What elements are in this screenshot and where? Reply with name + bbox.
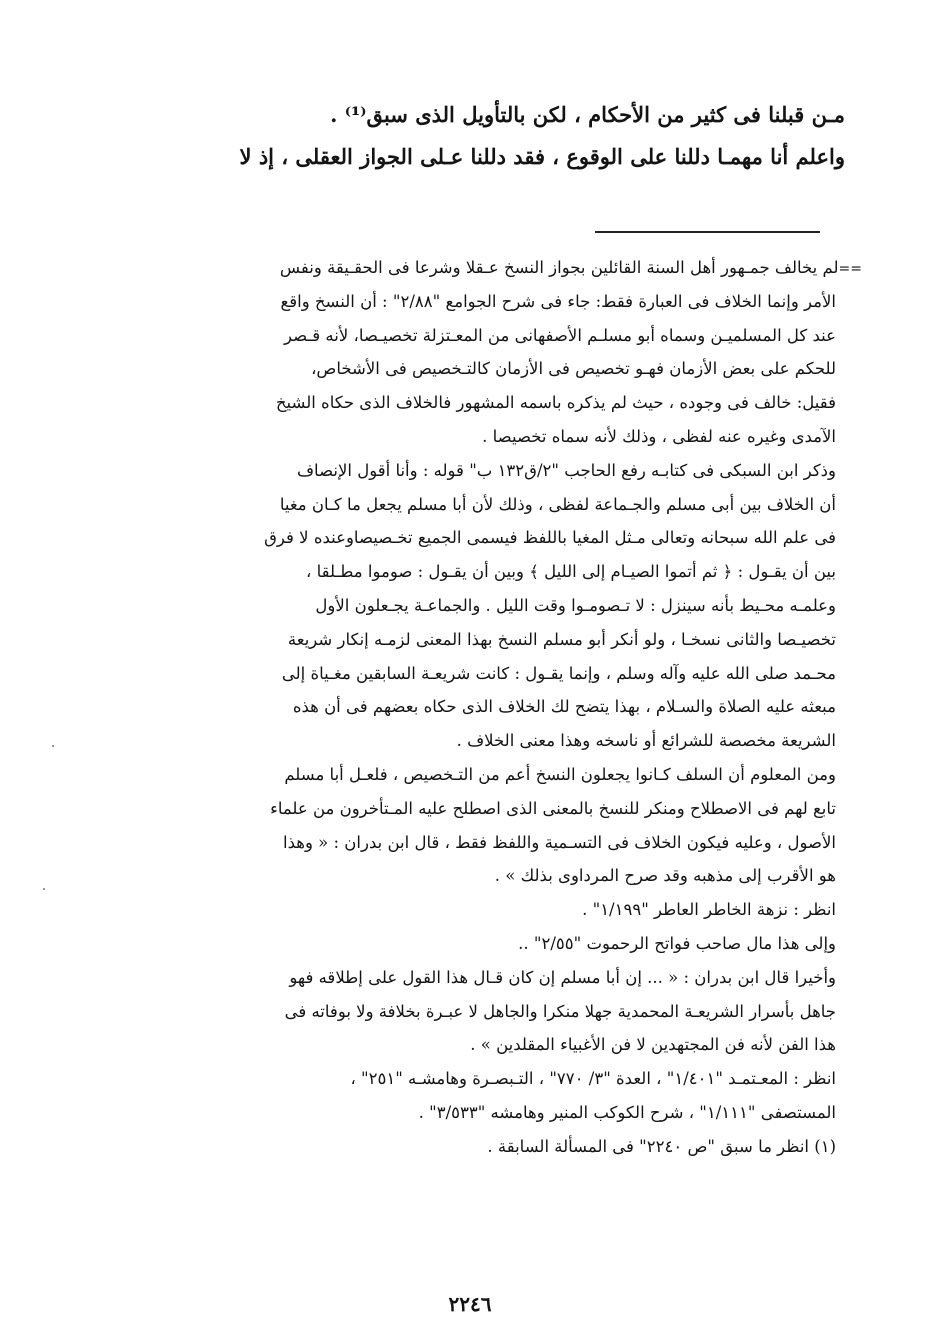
footnote-divider bbox=[595, 231, 820, 233]
footnote-line: هو الأقرب إلى مذهبه وقد صرح المرداوى بذلك » . bbox=[494, 866, 836, 886]
footnote-line: الشريعة مخصصة للشرائع أو ناسخه وهذا معنى الخلاف . bbox=[456, 731, 836, 751]
footnote-line: الأمر وإنما الخلاف فى العبارة فقط: جاء فى شرح الجوامع "٢/٨٨" : أن النسخ واقع bbox=[280, 291, 836, 311]
page-number: ٢٢٤٦ bbox=[448, 1292, 492, 1316]
footnote-line: وذكر ابن السبكى فى كتابـه رفع الحاجب "٢/ق١٣٢ ب" قوله : وأنا أقول الإنصاف bbox=[296, 460, 836, 480]
footnote-line: مبعثه عليه الصلاة والسـلام ، بهذا يتضح لك الخلاف الذى حكاه بعضهم فى أن هذه bbox=[292, 697, 836, 717]
footnote-line: جاهل بأسرار الشريعـة المحمدية جهلا منكرا والجاهل لا عبـرة بخلافة ولا بوفاته فى bbox=[284, 1001, 836, 1021]
footnote-line: وأخيرا قال ابن بدران : « ... إن أبا مسلم إن كان قـال هذا القول على إطلاقه فهو bbox=[289, 967, 836, 987]
footnote-line: الأصول ، وعليه فيكون الخلاف فى التسـمية واللفظ فقط ، قال ابن بدران : « وهذا bbox=[283, 832, 836, 852]
footnote-line: انظر : نزهة الخاطر العاطر "١/١٩٩" . bbox=[582, 900, 836, 920]
footnote-line: (١) انظر ما سبق "ص ٢٢٤٠" فى المسألة السابقة . bbox=[487, 1136, 836, 1156]
footnote-line: أن الخلاف بين أبى مسلم والجـماعة لفظى ، وذلك لأن أبا مسلم يجعل ما كـان مغيا bbox=[279, 494, 836, 514]
footnote-line-text: لم يخالف جمـهور أهل السنة القائلين بجواز النسخ عـقلا وشرعا فى الحقـيقة ونفس bbox=[279, 258, 839, 277]
scan-speck bbox=[43, 888, 45, 890]
footnote-line: للحكم على بعض الأزمان فهـو تخصيص فى الأزمان كالتـخصيص فى الأشخاص، bbox=[311, 359, 836, 379]
footnote-line: تابع لهم فى الاصطلاح ومنكر للنسخ بالمعنى الذى اصطلح عليه المـتأخرون من علماء bbox=[270, 798, 836, 818]
footnote-line: عند كل المسلميـن وسماه أبو مسلـم الأصفهانى من المعـتزلة تخصيـصا، لأنه قـصر bbox=[284, 325, 836, 345]
footnote-line: محـمد صلى الله عليه وآله وسلم ، وإنما يقـول : كانت شريعـة السابقين مغـياة إلى bbox=[281, 663, 836, 683]
footnote-line: هذا الفن لأنه فن المجتهدين لا فن الأغبياء المقلدين » . bbox=[470, 1035, 836, 1055]
footnote-line: فقيل: خالف فى وجوده ، حيث لم يذكره باسمه المشهور فالخلاف الذى حكاه الشيخ bbox=[275, 393, 836, 413]
footnote-line: تخصيـصا والثانى نسخـا ، ولو أنكر أبو مسلم النسخ بهذا المعنى لزمـه إنكار شريعة bbox=[287, 629, 836, 649]
footnote-line: وإلى هذا مال صاحب فواتح الرحموت "٢/٥٥" .. bbox=[518, 933, 836, 953]
footnote-line: انظر : المعـتمـد "١/٤٠١" ، العدة "٣/ ٧٧٠" ، التـبصـرة وهامشـه "٢٥١" ، bbox=[350, 1069, 836, 1089]
main-text-line: واعلم أنا مهمـا دللنا على الوقوع ، فقد دللنا عـلى الجواز العقلى ، إذ لا bbox=[239, 144, 845, 169]
main-text-body bbox=[145, 100, 845, 184]
footnotes-section bbox=[116, 255, 862, 1168]
footnote-line bbox=[116, 255, 862, 289]
continuation-marker: == bbox=[838, 261, 862, 277]
footnote-line: بين أن يقـول : ﴿ ثم أتموا الصيـام إلى الليل ﴾ وبين أن يقـول : صوموا مطـلقا ، bbox=[306, 562, 836, 582]
footnote-line: فى علم الله سبحانه وتعالى مـثل المغيا باللفظ فيسمى الجميع تخـصيصاوعنده لا فرق bbox=[264, 528, 836, 548]
main-text-line: مـن قبلنا فى كثير من الأحكام ، لكن بالتأويل الذى سبق⁽¹⁾ . bbox=[330, 102, 845, 127]
footnote-line: الآمدى وغيره عنه لفظى ، وذلك لأنه سماه تخصيصا . bbox=[482, 426, 836, 446]
footnote-line: ومن المعلوم أن السلف كـانوا يجعلون النسخ أعم من التـخصيص ، فلعـل أبا مسلم bbox=[284, 764, 836, 784]
footnote-line: وعلمـه محـيط بأنه سينزل : لا تـصومـوا وقت الليل . والجماعـة يجـعلون الأول bbox=[315, 595, 836, 615]
footnote-line: المستصفى "١/١١١" ، شرح الكوكب المنير وهامشه "٣/٥٣٣" . bbox=[418, 1102, 836, 1122]
scan-speck bbox=[52, 745, 54, 747]
